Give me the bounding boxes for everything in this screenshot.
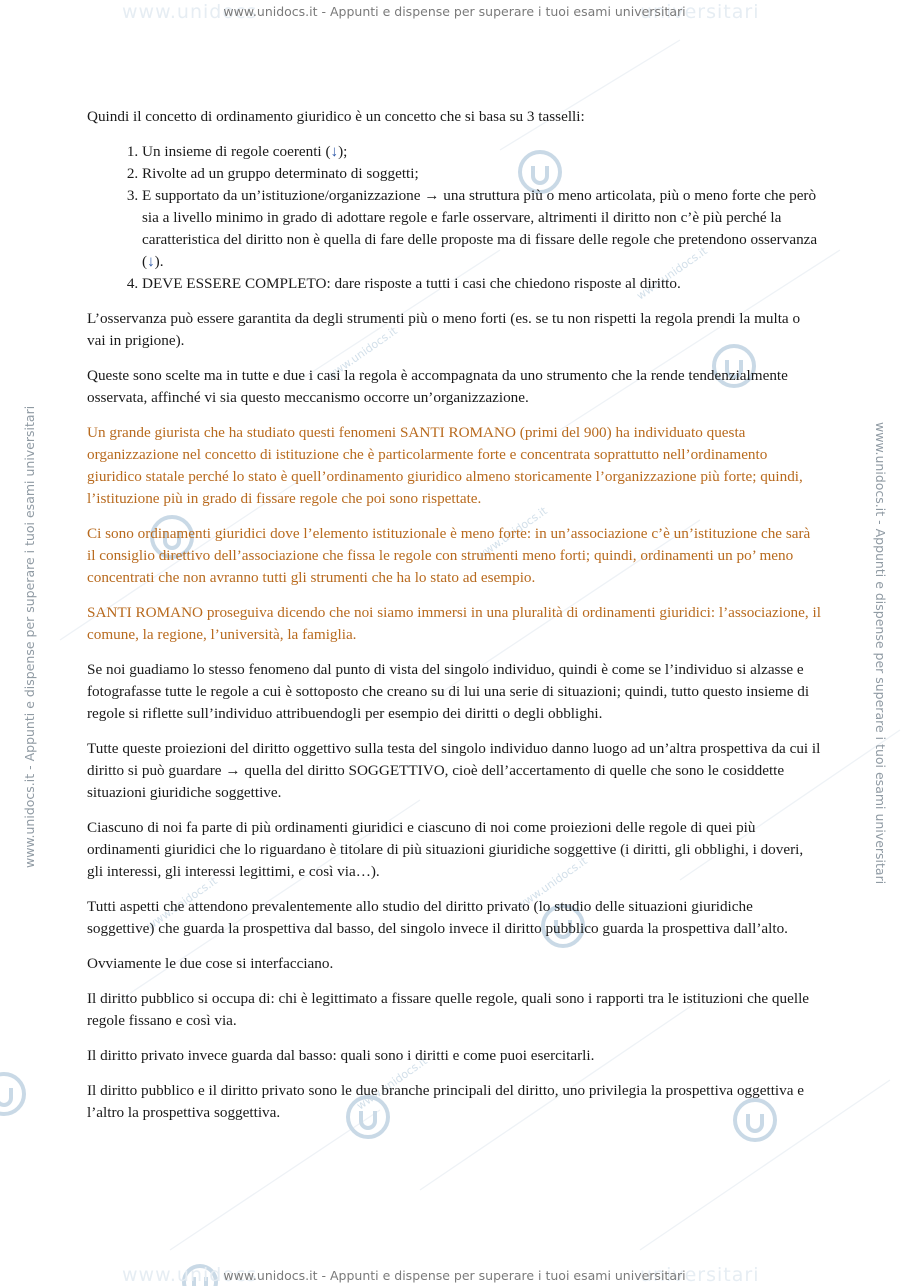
footer-ghost-left: www.unidocs <box>122 1264 258 1286</box>
list-item: 4. DEVE ESSERE COMPLETO: dare risposte a tutti i casi che chiedono risposte al diritto. <box>142 273 821 295</box>
svg-text:www.unidocs.it: www.unidocs.it <box>474 504 550 563</box>
header-ghost-left: www.unidocs <box>122 1 258 23</box>
paragraph-diritto-privato-studio: Tutti aspetti che attendono prevalentemente allo studio del diritto privato (lo studio delle situazioni giuridiche soggettive) che guarda la prospettiva dal basso, del singolo invece il diritto pubblico guarda la prospettiva dall’alto. <box>87 898 788 937</box>
paragraph-conclusione: Il diritto pubblico e il diritto privato sono le due branche principali del diritto, uno privilegia la prospettiva oggettiva e l’altro la prospettiva soggettiva. <box>87 1082 805 1121</box>
footer-banner: www.unidocs.it - Appunti e dispense per superare i tuoi esami universitari <box>223 1268 686 1283</box>
svg-text:www.unidocs.it: www.unidocs.it <box>144 874 220 933</box>
svg-text:www.unidocs.it: www.unidocs.it <box>634 244 710 303</box>
list-item: 3. E supportato da un’istituzione/organizzazione → una struttura più o meno articolata, più o meno forte che però sia a livello minimo in grado di adottare regole e farle osservare, altrimenti il diritto non c’è più perché la caratteristica del diritto non è quella di fare delle proposte ma di fissare delle regole che pretendono osservanza (↓). <box>142 185 821 273</box>
list-item: 2. Rivolte ad un gruppo determinato di soggetti; <box>142 163 821 185</box>
list-item: 1. Un insieme di regole coerenti (↓); <box>142 141 821 163</box>
side-watermark-left: www.unidocs.it - Appunti e dispense per superare i tuoi esami universitari <box>22 405 37 868</box>
footer-ghost-right: universitari <box>640 1264 760 1286</box>
down-arrow-icon: ↓ <box>147 253 155 270</box>
tasselli-list <box>87 141 821 295</box>
paragraph-situazioni-giuridiche: Ciascuno di noi fa parte di più ordinamenti giuridici e ciascuno di noi come proiezioni delle regole di quei più ordinamenti giuridici che lo riguardano è titolare di più situazioni giuridiche soggettive (i diritti, gli obblighi, i doveri, gli interessi, gli interessi legittimi, e così via…). <box>87 819 804 880</box>
svg-text:www.unidocs.it: www.unidocs.it <box>354 1054 430 1113</box>
highlighted-paragraph-ordinamenti: Ci sono ordinamenti giuridici dove l’elemento istituzionale è meno forte: in un’associazione c’è un’istituzione che sarà il consiglio direttivo dell’associazione che fissa le regole con strumenti meno forti; quindi, ordinamenti un po’ meno concentrati che non avranno tutti gli strumenti che ha lo stato ad esempio. <box>87 525 811 586</box>
paragraph-scelte: Queste sono scelte ma in tutte e due i casi la regola è accompagnata da uno strumento che la rende tendenzialmente osservata, affinché vi sia questo meccanismo occorre un’organizzazione. <box>87 367 788 406</box>
header-ghost-right: universitari <box>640 1 760 23</box>
paragraph-interfacciano: Ovviamente le due cose si interfacciano. <box>87 955 334 972</box>
document-body <box>87 106 821 1137</box>
unidocs-logo-icon <box>0 1074 24 1114</box>
paragraph-diritto-pubblico: Il diritto pubblico si occupa di: chi è legittimato a fissare quelle regole, quali sono i rapporti tra le istituzioni che quelle regole fissano e così via. <box>87 990 810 1029</box>
intro-paragraph: Quindi il concetto di ordinamento giuridico è un concetto che si basa su 3 tasselli: <box>87 108 585 125</box>
paragraph-osservanza: L’osservanza può essere garantita da degli strumenti più o meno forti (es. se tu non rispetti la regola prendi la multa o vai in prigione). <box>87 310 801 349</box>
svg-text:www.unidocs.it: www.unidocs.it <box>514 854 590 913</box>
highlighted-paragraph-pluralita: SANTI ROMANO proseguiva dicendo che noi siamo immersi in una pluralità di ordinamenti giuridici: l’associazione, il comune, la regione, l’università, la famiglia. <box>87 604 821 643</box>
down-arrow-icon: ↓ <box>330 143 339 160</box>
header-banner: www.unidocs.it - Appunti e dispense per superare i tuoi esami universitari <box>223 4 686 19</box>
paragraph-diritto-privato: Il diritto privato invece guarda dal basso: quali sono i diritti e come puoi esercitarli. <box>87 1047 595 1064</box>
side-watermark-right: www.unidocs.it - Appunti e dispense per superare i tuoi esami universitari <box>873 422 888 885</box>
highlighted-paragraph-santi-romano: Un grande giurista che ha studiato questi fenomeni SANTI ROMANO (primi del 900) ha individuato questa organizzazione nel concetto di istituzione che è particolarmente forte e concentrata soprattutto nell’ordinamento giuridico statale perché lo stato è quell’ordinamento giuridico almeno storicamente l’organizzazione più forte; quindi, l’istituzione più in grado di fissare regole che poi sono rispettate. <box>87 424 803 507</box>
paragraph-diritto-soggettivo: Tutte queste proiezioni del diritto oggettivo sulla testa del singolo individuo danno luogo ad un’altra prospettiva da cui il diritto si può guardare → quella del diritto SOGGETTIVO, cioè dell’accertamento di quelle che sono le cosiddette situazioni giuridiche soggettive. <box>87 740 821 801</box>
svg-text:www.unidocs.it: www.unidocs.it <box>324 324 400 383</box>
paragraph-singolo-individuo: Se noi guadiamo lo stesso fenomeno dal punto di vista del singolo individuo, quindi è come se l’individuo si alzasse e fotografasse tutte le regole a cui è sottoposto che creano su di lui una serie di situazioni; quindi, tutto questo insieme di regole si riflette sull’individuo attribuendogli per esempio dei diritti o degli obblighi. <box>87 661 810 722</box>
